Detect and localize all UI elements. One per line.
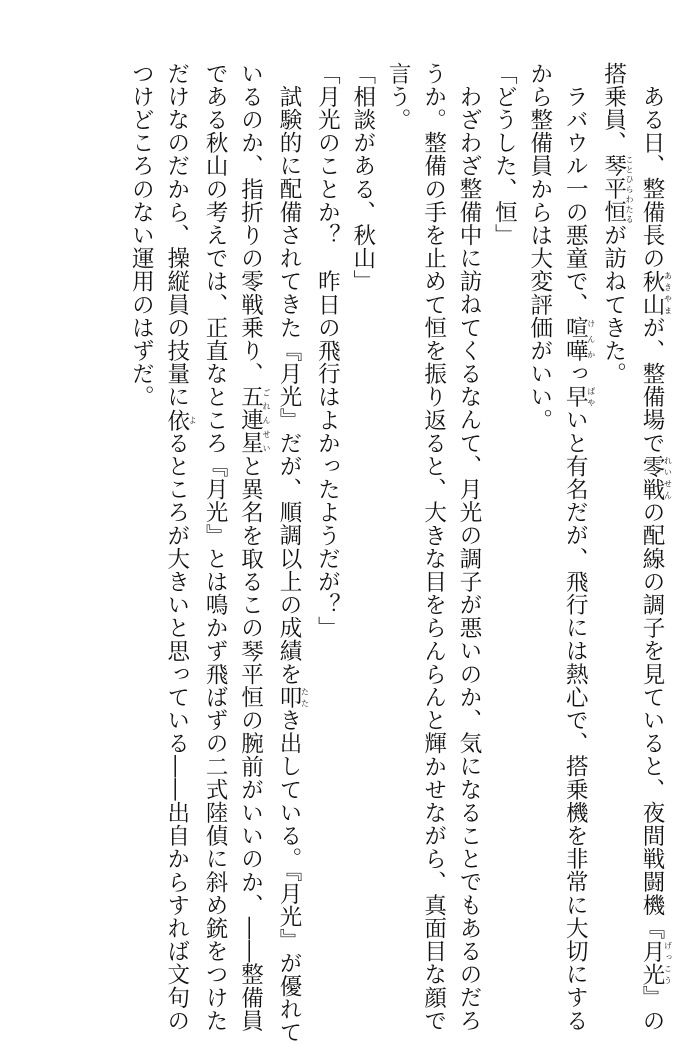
text-run: わざわざ整備中に訪ねてくるなんて、月光の調子が悪いのか、気になることでもあるのだろ bbox=[455, 85, 482, 1033]
ruby-annotated-word bbox=[275, 685, 310, 709]
ruby-annotated-word bbox=[639, 269, 673, 317]
ruby-base: 喧嘩 bbox=[562, 316, 589, 363]
text-run: つけどころのない運用のはずだ。 bbox=[128, 62, 155, 409]
text-line bbox=[271, 62, 310, 1044]
text-run: いるのか、指折りの零戦乗り、 bbox=[237, 62, 264, 386]
ruby-annotated-word bbox=[600, 154, 635, 224]
text-run: 「月光のことか？ 昨日の飛行はよかったようだが？」 bbox=[314, 62, 341, 640]
ruby-base: 琴平恒 bbox=[600, 154, 627, 224]
text-run: 』の bbox=[639, 985, 665, 1033]
ruby-base: 月光 bbox=[639, 939, 665, 986]
text-run: っ bbox=[562, 362, 589, 386]
text-run: 試験的に配備されてきた『月光』だが、順調以上の成績を bbox=[275, 85, 302, 686]
text-line bbox=[634, 62, 673, 1033]
vertical-text-body bbox=[12, 62, 673, 1044]
text-line bbox=[309, 62, 344, 962]
text-run: が訪ねてきた。 bbox=[600, 223, 627, 386]
ruby-base: 五連星 bbox=[237, 385, 264, 455]
text-line bbox=[486, 62, 521, 962]
text-line bbox=[197, 62, 232, 1033]
text-run: 「相談がある、秋山」 bbox=[349, 62, 376, 293]
ruby-annotated-word bbox=[639, 939, 673, 986]
text-line bbox=[521, 62, 556, 962]
text-run: の配線の調子を見ていると、夜間戦闘機『 bbox=[639, 500, 665, 940]
text-run: るところが大きいと思っている――出自からすれば文句の bbox=[163, 431, 190, 1033]
ruby-base: 早 bbox=[562, 385, 589, 409]
ruby-annotated-word bbox=[639, 454, 673, 501]
text-line bbox=[451, 62, 486, 1033]
furigana: れいせん bbox=[663, 454, 673, 501]
ruby-annotated-word bbox=[163, 408, 198, 432]
text-line bbox=[380, 62, 415, 962]
furigana: よ bbox=[188, 408, 198, 432]
text-run: うか。整備の手を止めて恒を振り返ると、大きな目をらんらんと輝かせながら、真面目な顔で bbox=[420, 62, 447, 1033]
furigana: けんか bbox=[586, 316, 596, 363]
text-line bbox=[595, 62, 633, 962]
text-line bbox=[557, 62, 596, 1033]
text-run: いと有名だが、飛行には熱心で、搭乗機を非常に大切にする bbox=[562, 408, 589, 1033]
furigana: ことひらわたる bbox=[625, 154, 635, 224]
furigana: あきやま bbox=[663, 269, 673, 316]
ruby-base: 叩 bbox=[275, 685, 302, 709]
furigana: ごれんせい bbox=[262, 385, 272, 455]
ruby-base: 秋山 bbox=[639, 269, 665, 317]
ruby-annotated-word bbox=[562, 385, 596, 409]
text-line bbox=[415, 62, 450, 1033]
text-run: である秋山の考えでは、正直なところ『月光』とは鳴かず飛ばずの二式陸偵に斜め銃をつけた bbox=[202, 62, 229, 1033]
text-run: だけなのだから、操縦員の技量に bbox=[163, 62, 190, 409]
text-run: と異名を取るこの琴平恒の腕前がいいのか、――整備員 bbox=[237, 454, 264, 1033]
text-run: ある日、整備長の bbox=[639, 85, 665, 270]
ruby-base: 依 bbox=[163, 408, 190, 432]
text-line bbox=[344, 62, 379, 962]
text-run: 搭乗員、 bbox=[600, 62, 627, 155]
text-line bbox=[232, 62, 272, 1033]
furigana: ばや bbox=[586, 385, 596, 409]
text-run: 「どうした、恒」 bbox=[491, 62, 518, 247]
ruby-annotated-word bbox=[562, 316, 596, 363]
ruby-base: 零戦 bbox=[639, 454, 665, 501]
ruby-annotated-word bbox=[237, 385, 272, 455]
text-run: 言う。 bbox=[385, 62, 412, 132]
text-line bbox=[158, 62, 198, 1033]
text-run: ラバウル一の悪童で、 bbox=[562, 85, 589, 316]
furigana: たた bbox=[300, 685, 310, 709]
text-run: が、整備場で bbox=[639, 316, 665, 455]
text-run: き出している。『月光』が優れて bbox=[275, 708, 302, 1044]
furigana: げっこう bbox=[663, 939, 673, 986]
text-line bbox=[123, 62, 158, 962]
text-run: から整備員からは大変評価がいい。 bbox=[526, 62, 553, 432]
